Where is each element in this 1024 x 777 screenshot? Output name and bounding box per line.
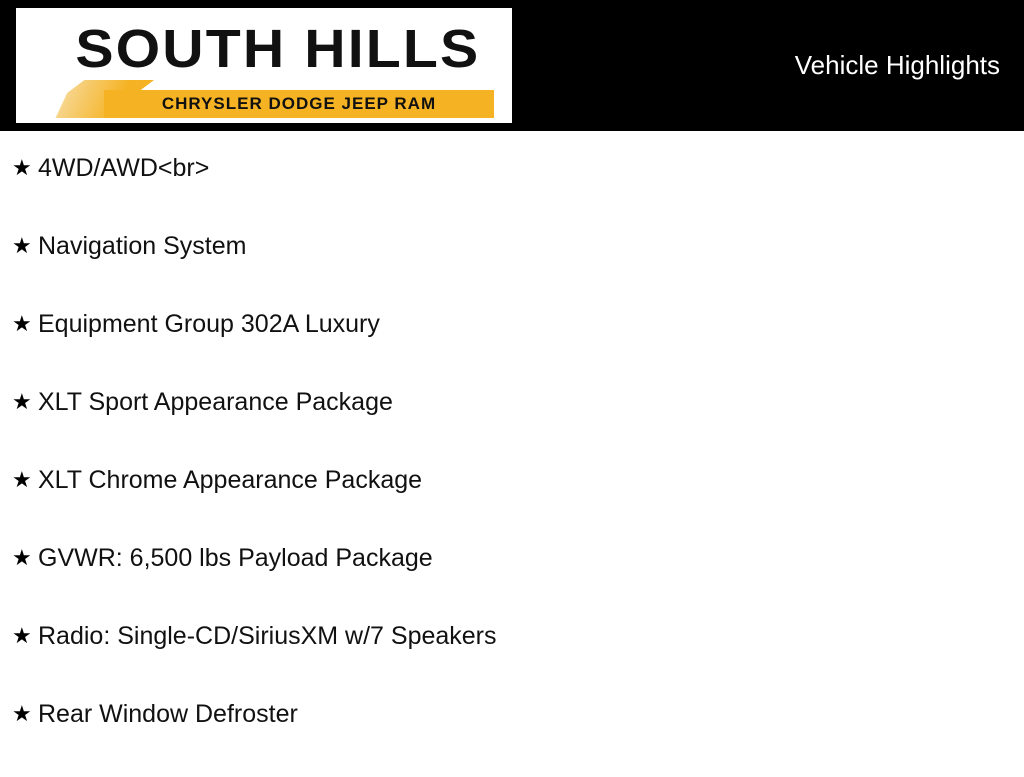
dealer-logo-inner <box>34 18 494 114</box>
star-icon: ★ <box>12 467 32 492</box>
list-item-label: Radio: Single-CD/SiriusXM w/7 Speakers <box>38 622 497 650</box>
list-item-label: GVWR: 6,500 lbs Payload Package <box>38 544 433 572</box>
star-icon: ★ <box>12 545 32 570</box>
list-item-label: Navigation System <box>38 232 247 260</box>
star-icon: ★ <box>12 311 32 336</box>
list-item-label: 4WD/AWD<br> <box>38 154 210 182</box>
list-item <box>0 387 1024 465</box>
list-item <box>0 465 1024 543</box>
star-icon: ★ <box>12 623 32 648</box>
dealer-logo-brands: CHRYSLER DODGE JEEP RAM <box>161 94 437 113</box>
list-item <box>0 309 1024 387</box>
dealer-logo-brand-bar <box>104 90 494 118</box>
list-item-label: XLT Sport Appearance Package <box>38 388 393 416</box>
list-item <box>0 153 1024 231</box>
list-item <box>0 543 1024 621</box>
star-icon: ★ <box>12 155 32 180</box>
star-icon: ★ <box>12 701 32 726</box>
list-item <box>0 231 1024 309</box>
list-item-label: Equipment Group 302A Luxury <box>38 310 380 338</box>
list-item-label: Rear Window Defroster <box>38 700 298 728</box>
page-header <box>0 0 1024 131</box>
dealer-logo-wordmark: SOUTH HILLS <box>75 19 481 79</box>
list-item <box>0 621 1024 699</box>
list-item <box>0 699 1024 777</box>
dealer-logo <box>16 8 512 123</box>
list-item-label: XLT Chrome Appearance Package <box>38 466 423 494</box>
star-icon: ★ <box>12 233 32 258</box>
page-title: Vehicle Highlights <box>794 50 1000 80</box>
vehicle-highlights-list <box>0 131 1024 777</box>
star-icon: ★ <box>12 389 32 414</box>
